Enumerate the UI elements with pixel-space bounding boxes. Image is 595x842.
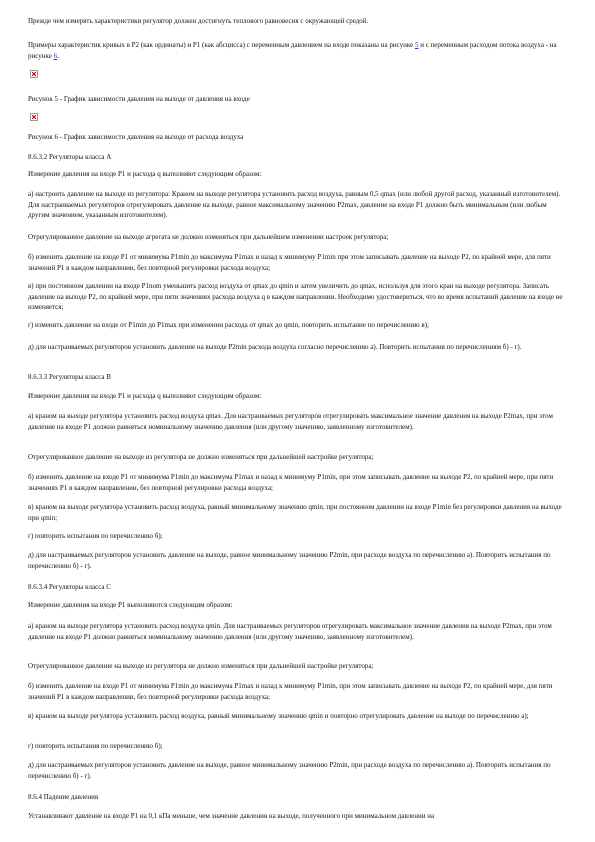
paragraph: Измерение давления на входе P1 и расхода q выполняют следующим образом: xyxy=(28,170,262,178)
paragraph: Отрегулированное давление на выходе агрегата не должно изменяться при дальнейшем изменении настроек регулятора; xyxy=(28,233,389,241)
list-item: г) изменить давление на входе от P1min до P1max при изменении расхода от qmax до qmin, повторить испытание по перечислению в); xyxy=(28,321,429,329)
paragraph: Измерение давления на входе P1 выполняются следующим образом: xyxy=(28,601,233,609)
broken-image-icon xyxy=(30,70,38,78)
list-item: в) краном на выходе регулятора установить расход воздуха, равный минимальному значению qmin и повторно отрегулировать давление на выходе по перечислению а); xyxy=(28,712,529,720)
section-heading: 8.6.3.3 Регуляторы класса В xyxy=(28,373,111,381)
list-item: а) краном на выходе регулятора установить расход воздуха qmax. Для настраиваемых регуляторов отрегулировать максимальное значение давления на выходе P2max, при этом давление на входе P1 должно равняться номинальному значению давления (или другому значению, заявленному изготовителем). xyxy=(28,412,553,431)
list-item: д) для настраиваемых регуляторов установить давление на выходе, равное минимальному значению P2min, при расходе воздуха по перечислению а). Повторить испытания по перечислению б) - г). xyxy=(28,551,551,570)
figure-5-link[interactable]: 5 xyxy=(414,41,419,49)
list-item: б) изменить давление на входе P1 от минимума P1min до максимума P1max и назад к минимуму P1min при этом записывать давление на выходе P2, по крайней мере, для пяти значений P1 в каждом направлении, без повторной регулировки расхода воздуха; xyxy=(28,253,551,272)
paragraph: Прежде чем измерять характеристики регулятор должен достигнуть теплового равновесия с окружающей средой. xyxy=(28,17,369,25)
section-heading: 8.6.3.2 Регуляторы класса А xyxy=(28,153,112,161)
list-item: г) повторить испытания по перечислению б); xyxy=(28,742,163,750)
list-item: в) при постоянном давлении на входе P1nom уменьшить расход воздуха от qmax до qmin и затем увеличить до qmax, используя для этого кран на выходе регулятора. Записать давление на выходе P2, по крайней мере, при пяти значениях расхода воздуха q в каждом направлении. Необходимо удостовериться, что во время испытаний давление на входе не изменяется; xyxy=(28,282,563,311)
list-item: в) краном на выходе регулятора установить расход воздуха, равный минимальному значению qmin, при постоянном давлении на входе P1min без регулировки давления на выходе при qmin; xyxy=(28,503,562,522)
broken-image-icon xyxy=(30,113,38,121)
section-heading: 8.6.4 Падение давления xyxy=(28,793,99,801)
paragraph-with-figure-links: Примеры характеристик кривых в P2 (как ординаты) и P1 (как абсцисса) с переменным давлением на входе показаны на рисунке 5 и с переменным расходом потока воздуха - на рисунке 6. xyxy=(28,41,557,60)
list-item: а) краном на выходе регулятора установить расход воздуха qmin. Для настраиваемых регуляторов отрегулировать максимальное значение давления на выходе P2max, при этом давление на входе P1 должно равняться номинальному значению давления (или другому значению, заявленному изготовителем). xyxy=(28,622,552,641)
figure-6-link[interactable]: 6 xyxy=(53,51,58,60)
figure-caption: Рисунок 5 - График зависимости давления на выходе от давления на входе xyxy=(28,95,250,103)
list-item: д) для настраиваемых регуляторов установить давление на выходе P2min расхода воздуха согласно перечислению а). Повторить испытания по перечислениям б) - г). xyxy=(28,343,522,351)
figure-caption: Рисунок 6 - График зависимости давления на выходе от расхода воздуха xyxy=(28,133,244,141)
list-item: г) повторить испытания по перечислению б); xyxy=(28,532,163,540)
list-item: б) изменить давление на входе P1 от минимума P1min до максимума P1max и назад к минимуму P1min, при этом записывать давление на выходе P2, по крайней мере, при пяти значениях P1 в каждом направлении, без повторной регулировки расхода воздуха; xyxy=(28,473,554,492)
section-heading: 8.6.3.4 Регуляторы класса С xyxy=(28,583,111,591)
paragraph: Измерение давления на входе P1 и расхода q выполняют следующим образом: xyxy=(28,392,262,400)
list-item: а) настроить давление на выходе из регулятора: Краном на выходе регулятора установить расход воздуха, равным 0,5 qmax (или любой другой расход, указанный изготовителем). Для настраиваемых регуляторов отрегулировать давление на выходе, равное максимальному значению P2max, давление на входе P1 должно быть минимальным (или любым другим значением, указанным изготовителем). xyxy=(28,190,561,219)
list-item: б) изменить давление на входе P1 от минимума P1min до максимума P1max и назад к минимуму P1min, при этом записывать давление на выходе P2, по крайней мере, для пяти значений P1 в каждом направлении, без повторной регулировки расхода воздуха; xyxy=(28,682,553,701)
paragraph: Отрегулированное давление на выходе из регулятора не должно изменяться при дальнейшей настройке регулятора; xyxy=(28,662,374,670)
paragraph: Отрегулированное давление на выходе из регулятора не должно изменяться при дальнейшей настройке регулятора; xyxy=(28,453,374,461)
paragraph: Устанавливают давление на входе P1 на 0,1 кПа меньше, чем значение давления на выходе, полученного при минимальном давлении на xyxy=(28,812,435,820)
list-item: д) для настраиваемых регуляторов установить давление на выходе, равное минимальному значению P2min, при расходе воздуха по перечислению а). Повторить испытания по перечислению б) - г). xyxy=(28,761,551,780)
